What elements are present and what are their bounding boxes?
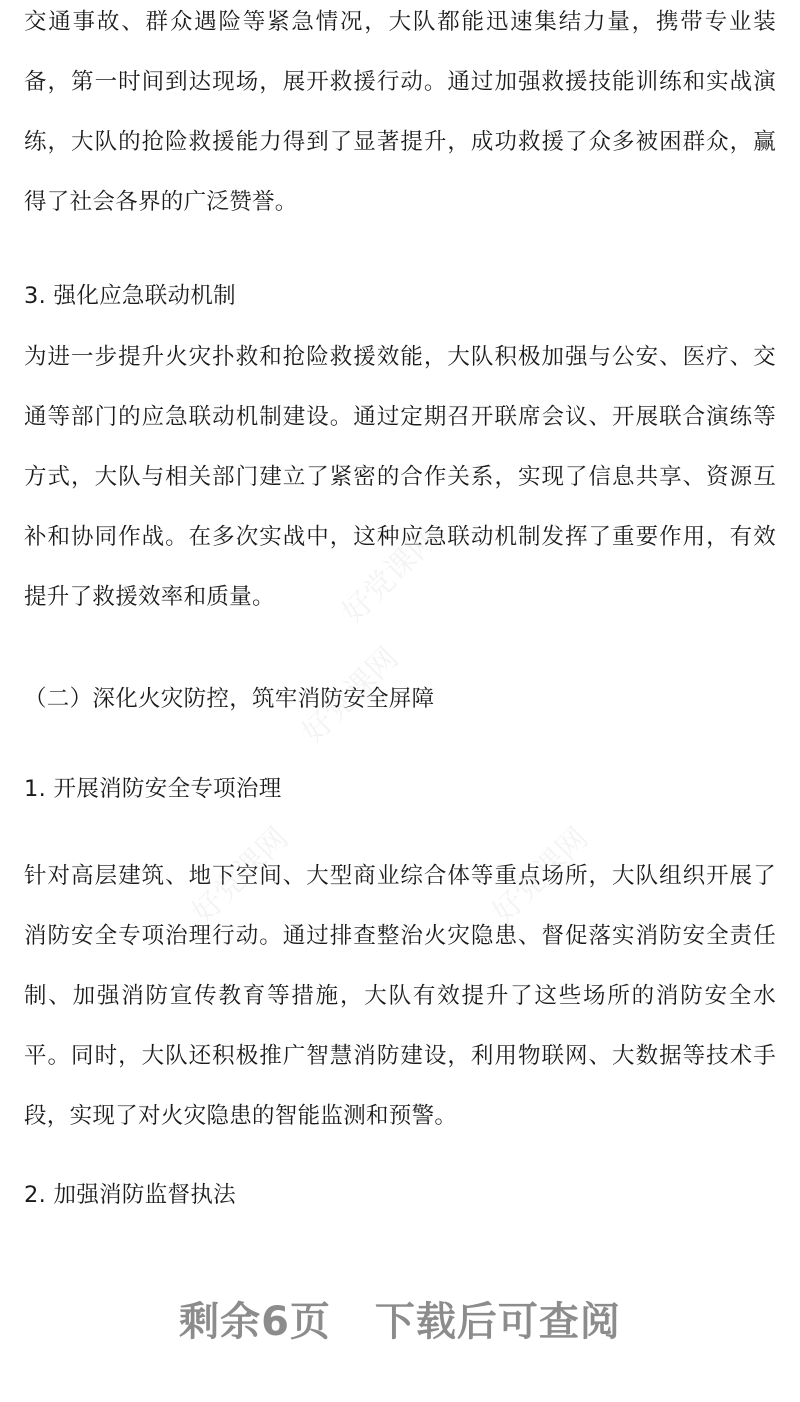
- watermark: 好党课网: [485, 820, 596, 931]
- watermark: 好党课网: [185, 820, 296, 931]
- download-banner[interactable]: [0, 1290, 800, 1347]
- heading-supervision-enforcement: 2. 加强消防监督执法: [24, 1182, 236, 1208]
- paragraph-special-governance: 针对高层建筑、地下空间、大型商业综合体等重点场所，大队组织开展了消防安全专项治理行动。通过排查整治火灾隐患、督促落实消防安全责任制、加强消防宣传教育等措施，大队有效提升了这些场所的消防安全水平。同时，大队还积极推广智慧消防建设，利用物联网、大数据等技术手段，实现了对火灾隐患的智能监测和预警。: [24, 863, 776, 1129]
- heading-emergency-linkage: 3. 强化应急联动机制: [24, 283, 236, 309]
- remaining-pages-label: 剩余6页: [179, 1299, 331, 1345]
- download-to-view-label[interactable]: 下载后可查阅: [374, 1299, 621, 1345]
- paragraph-rescue-capability: 交通事故、群众遇险等紧急情况，大队都能迅速集结力量，携带专业装备，第一时间到达现场，展开救援行动。通过加强救援技能训练和实战演练，大队的抢险救援能力得到了显著提升，成功救援了众多被困群众，赢得了社会各界的广泛赞誉。: [24, 9, 776, 215]
- watermark: 好党课网: [295, 640, 406, 751]
- watermark: 好党课网: [335, 520, 446, 631]
- heading-special-governance: 1. 开展消防安全专项治理: [24, 776, 282, 802]
- paragraph-emergency-linkage: 为进一步提升火灾扑救和抢险救援效能，大队积极加强与公安、医疗、交通等部门的应急联动机制建设。通过定期召开联席会议、开展联合演练等方式，大队与相关部门建立了紧密的合作关系，实现了信息共享、资源互补和协同作战。在多次实战中，这种应急联动机制发挥了重要作用，有效提升了救援效率和质量。: [24, 344, 776, 610]
- heading-fire-prevention: （二）深化火灾防控，筑牢消防安全屏障: [24, 686, 435, 712]
